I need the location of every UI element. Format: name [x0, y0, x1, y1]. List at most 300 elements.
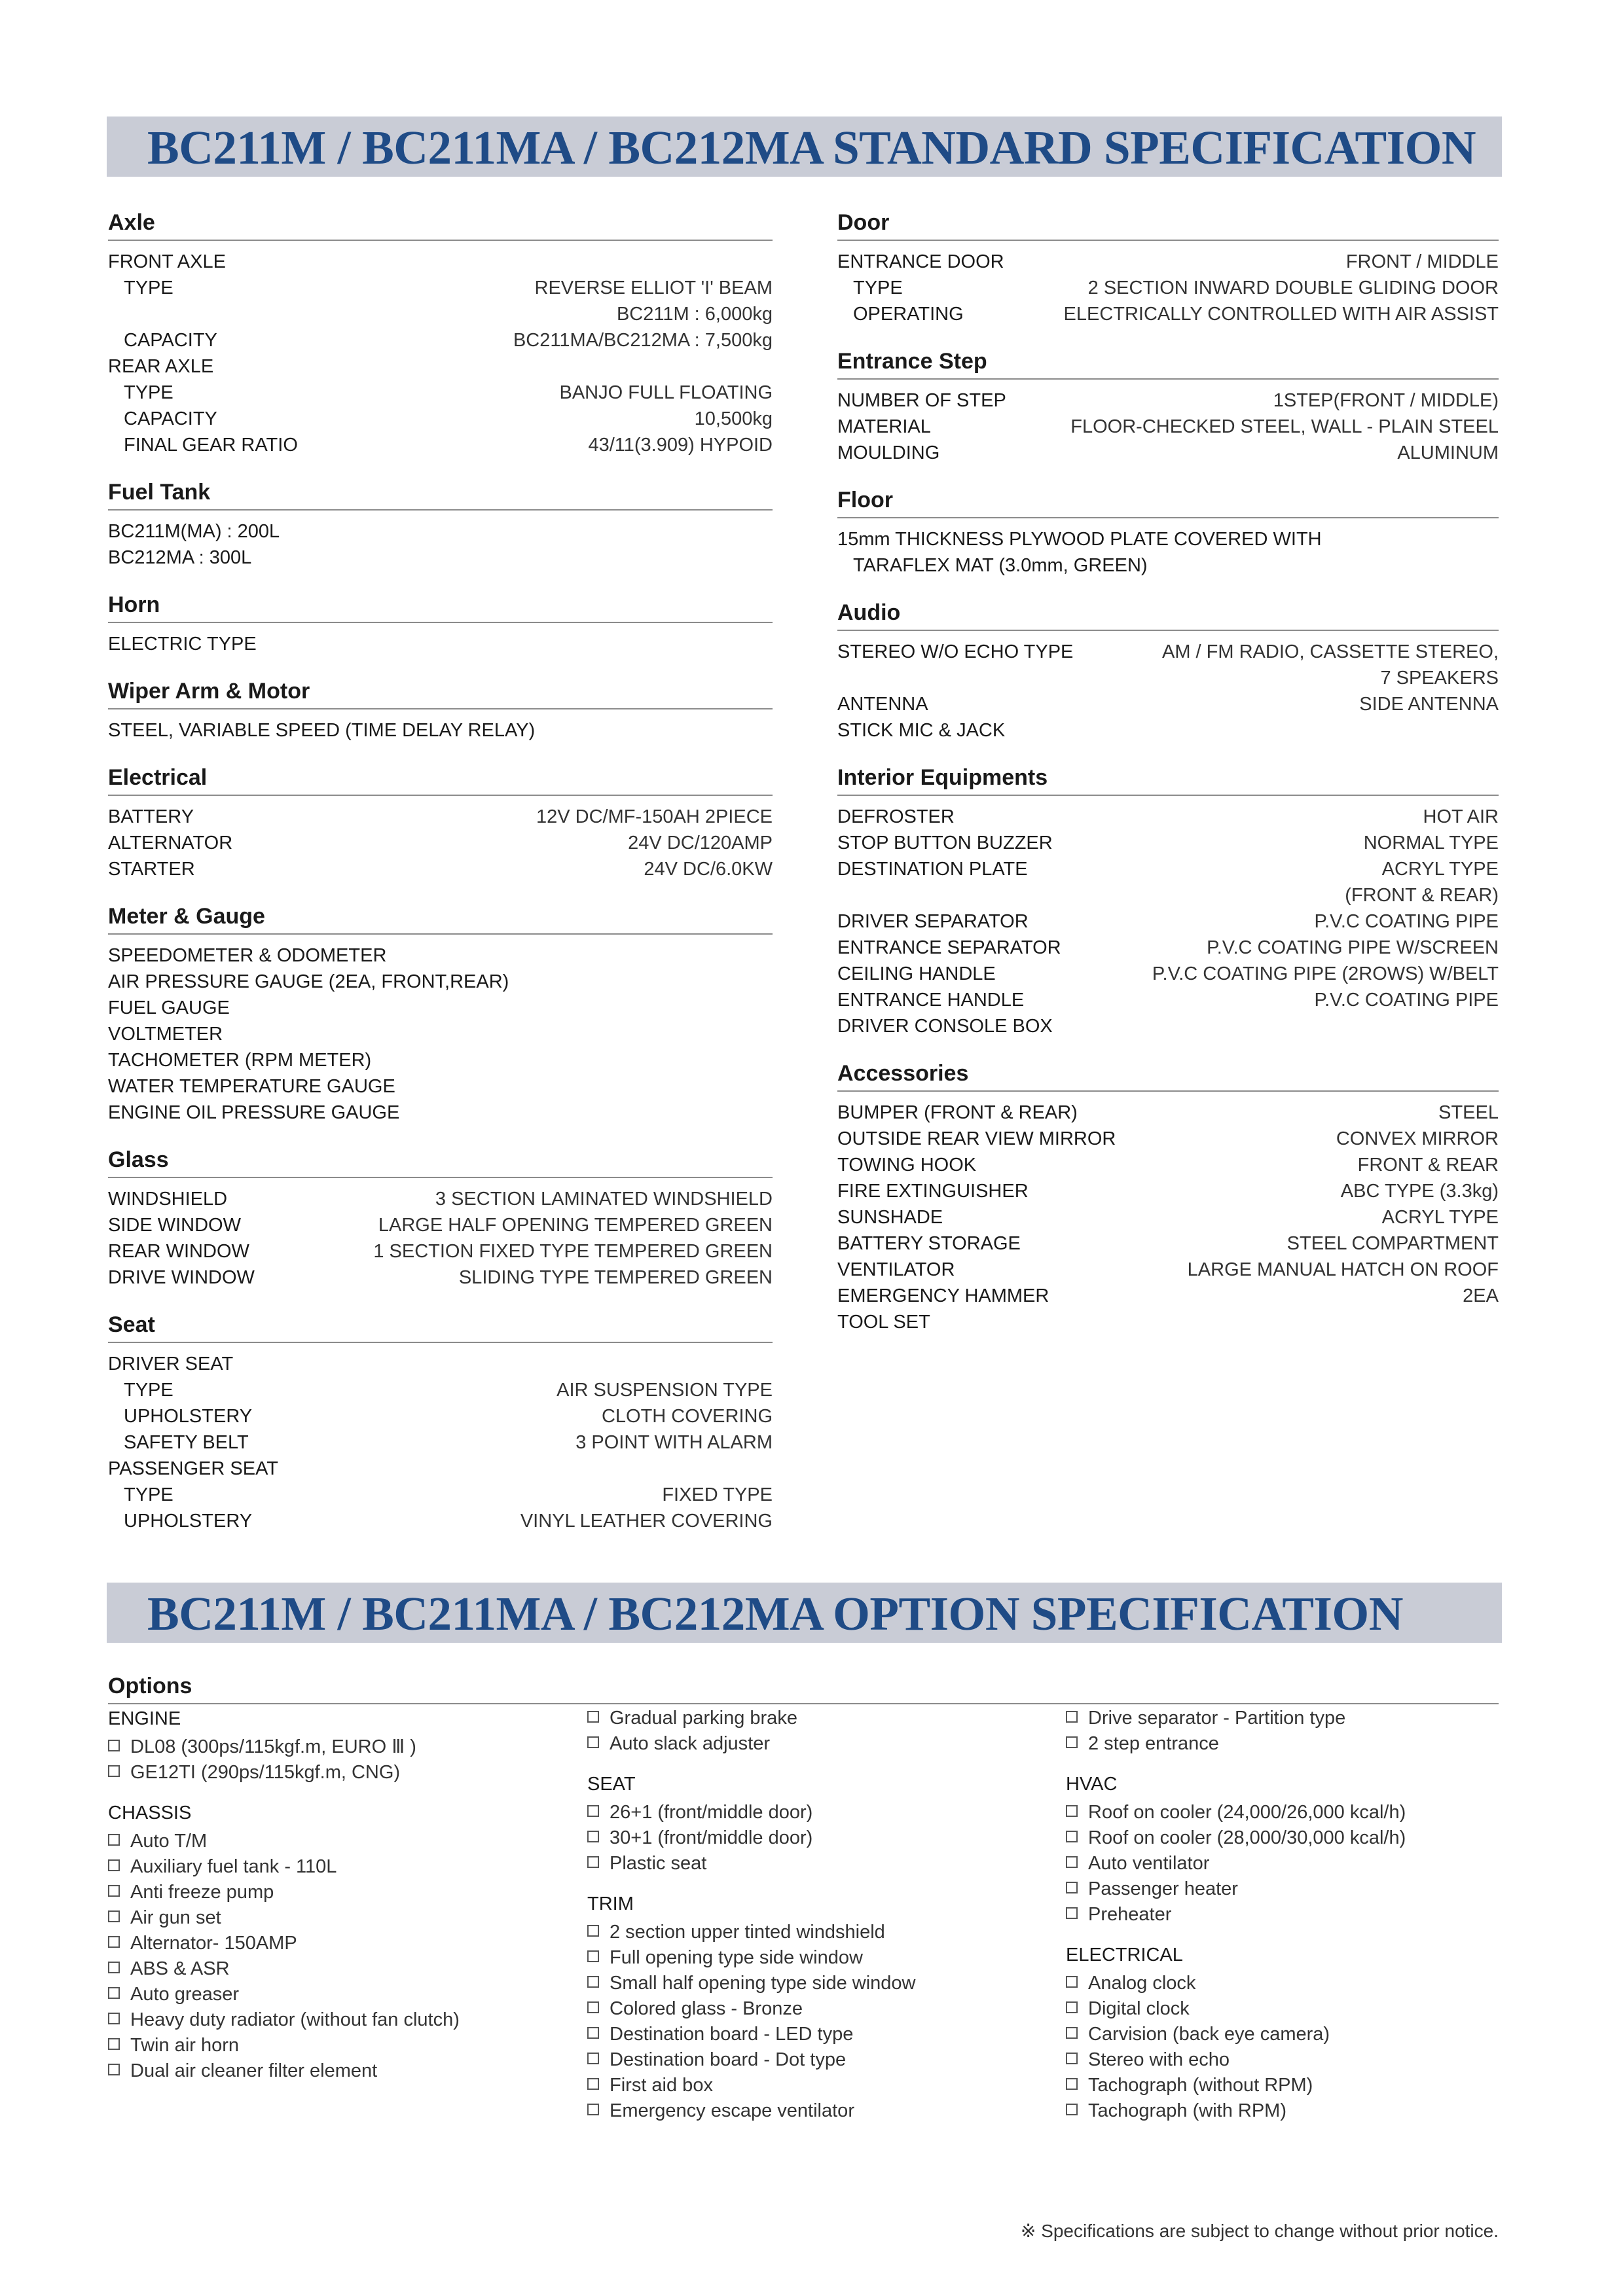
spec-label: TYPE — [124, 1380, 173, 1401]
spec-label: ELECTRIC TYPE — [108, 634, 257, 655]
spec-row — [108, 995, 773, 1021]
spec-label: STICK MIC & JACK — [837, 720, 1006, 741]
option-item — [587, 1800, 1046, 1825]
spec-row — [108, 1021, 773, 1047]
section-title: Axle — [108, 209, 773, 241]
spec-value: 24V DC/6.0KW — [644, 859, 773, 880]
spec-value: FRONT / MIDDLE — [1345, 251, 1499, 272]
spec-label: TARAFLEX MAT (3.0mm, GREEN) — [853, 555, 1148, 576]
checkbox-square-icon — [108, 1885, 120, 1897]
option-item — [1066, 1876, 1498, 1902]
option-item-label: Passenger heater — [1088, 1878, 1238, 1899]
option-item-label: First aid box — [610, 2075, 713, 2096]
checkbox-square-icon — [1066, 1907, 1078, 1919]
spec-section-entrance-step — [837, 348, 1499, 466]
option-item — [108, 1829, 566, 1854]
spec-row — [108, 406, 773, 432]
spec-label: BUMPER (FRONT & REAR) — [837, 1102, 1078, 1123]
option-item-label: Auto slack adjuster — [610, 1733, 771, 1754]
checkbox-square-icon — [1066, 1976, 1078, 1988]
standard-spec-left-column — [108, 209, 773, 1555]
spec-row — [108, 942, 773, 969]
checkbox-square-icon — [1066, 2078, 1078, 2090]
option-group-chassis — [108, 1800, 566, 2084]
spec-value: REVERSE ELLIOT 'I' BEAM — [534, 278, 773, 298]
spec-value: AIR SUSPENSION TYPE — [556, 1380, 773, 1401]
option-item — [1066, 2047, 1498, 2073]
option-item — [1066, 1971, 1498, 1996]
option-item-label: Full opening type side window — [610, 1947, 863, 1968]
spec-label: TYPE — [853, 278, 903, 298]
option-group-electrical — [1066, 1942, 1498, 2124]
spec-label — [108, 301, 124, 327]
spec-row — [837, 1013, 1499, 1039]
spec-row — [837, 1204, 1499, 1230]
spec-value: LARGE HALF OPENING TEMPERED GREEN — [378, 1215, 773, 1236]
spec-row — [108, 518, 773, 545]
option-item-label: 30+1 (front/middle door) — [610, 1827, 813, 1848]
spec-label: BATTERY — [108, 806, 194, 827]
standard-spec-banner — [107, 117, 1502, 177]
option-item-label: Destination board - Dot type — [610, 2049, 847, 2070]
option-item-label: Twin air horn — [130, 2035, 240, 2056]
spec-value: ELECTRICALLY CONTROLLED WITH AIR ASSIST — [1063, 304, 1499, 325]
spec-row — [108, 432, 773, 458]
spec-value: ABC TYPE (3.3kg) — [1340, 1181, 1499, 1202]
option-item — [587, 2047, 1046, 2073]
spec-label: FUEL GAUGE — [108, 997, 230, 1018]
checkbox-square-icon — [587, 1925, 599, 1937]
spec-row — [108, 1186, 773, 1212]
option-group-heading: CHASSIS — [108, 1803, 192, 1823]
standard-spec-title: BC211M / BC211MA / BC212MA STANDARD SPECIFICATION — [147, 121, 1476, 174]
spec-label: FIRE EXTINGUISHER — [837, 1181, 1029, 1202]
option-group-heading: TRIM — [587, 1893, 634, 1914]
spec-value: NORMAL TYPE — [1363, 833, 1499, 853]
option-group-heading: ELECTRICAL — [1066, 1945, 1183, 1965]
spec-row — [837, 526, 1499, 552]
spec-row — [837, 1283, 1499, 1309]
option-item — [1066, 1825, 1498, 1851]
section-title: Audio — [837, 600, 1499, 631]
options-title: Options — [108, 1673, 1499, 1704]
spec-section-seat — [108, 1312, 773, 1534]
spec-value: 2 SECTION INWARD DOUBLE GLIDING DOOR — [1087, 278, 1499, 298]
spec-value: BC211MA/BC212MA : 7,500kg — [513, 330, 773, 351]
option-item-label: Colored glass - Bronze — [610, 1998, 803, 2019]
option-group-hvac — [1066, 1771, 1498, 1928]
checkbox-square-icon — [1066, 1805, 1078, 1817]
option-item — [587, 1706, 1046, 1731]
spec-label: UPHOLSTERY — [124, 1511, 253, 1532]
option-item — [108, 2058, 566, 2084]
spec-value: ACRYL TYPE — [1381, 1207, 1499, 1228]
spec-row — [837, 987, 1499, 1013]
option-item — [108, 1734, 566, 1760]
spec-row — [837, 249, 1499, 275]
option-item — [587, 2022, 1046, 2047]
checkbox-square-icon — [1066, 1831, 1078, 1842]
option-item-label: DL08 (300ps/115kgf.m, EURO Ⅲ ) — [130, 1736, 416, 1757]
spec-row — [837, 1309, 1499, 1335]
spec-section-meter-gauge — [108, 903, 773, 1126]
section-title: Seat — [108, 1312, 773, 1343]
spec-label: STEEL, VARIABLE SPEED (TIME DELAY RELAY) — [108, 720, 536, 741]
spec-label: BC212MA : 300L — [108, 547, 252, 568]
spec-row — [108, 1351, 773, 1377]
spec-label: STOP BUTTON BUZZER — [837, 833, 1053, 853]
option-item-label: Preheater — [1088, 1904, 1172, 1925]
spec-value: P.V.C COATING PIPE — [1314, 990, 1499, 1011]
option-item-label: 2 step entrance — [1088, 1733, 1219, 1754]
option-item — [1066, 2098, 1498, 2124]
spec-row — [108, 1403, 773, 1429]
option-item-label: Small half opening type side window — [610, 1973, 916, 1994]
checkbox-square-icon — [587, 2053, 599, 2064]
checkbox-square-icon — [587, 1856, 599, 1868]
spec-label: SIDE WINDOW — [108, 1215, 241, 1236]
spec-value: FRONT & REAR — [1357, 1155, 1499, 1175]
checkbox-square-icon — [108, 2013, 120, 2024]
spec-row — [837, 552, 1499, 579]
spec-label: DRIVER SEPARATOR — [837, 911, 1029, 932]
spec-label: FINAL GEAR RATIO — [124, 435, 298, 456]
option-item — [108, 1760, 566, 1785]
spec-row — [108, 1429, 773, 1456]
spec-label: NUMBER OF STEP — [837, 390, 1006, 411]
spec-label: CEILING HANDLE — [837, 963, 996, 984]
spec-label: PASSENGER SEAT — [108, 1458, 278, 1479]
spec-label: CAPACITY — [124, 330, 217, 351]
spec-row — [837, 639, 1499, 691]
spec-value: 2EA — [1463, 1285, 1499, 1306]
checkbox-square-icon — [1066, 2027, 1078, 2039]
footnote: ※ Specifications are subject to change without prior notice. — [1020, 2221, 1499, 2241]
checkbox-square-icon — [108, 1740, 120, 1751]
spec-label: DRIVER SEAT — [108, 1354, 234, 1374]
spec-value: P.V.C COATING PIPE — [1314, 911, 1499, 932]
spec-label: WINDSHIELD — [108, 1189, 228, 1210]
spec-row — [108, 717, 773, 744]
option-item-label: Carvision (back eye camera) — [1088, 2024, 1330, 2045]
spec-row — [837, 830, 1499, 856]
spec-label: MATERIAL — [837, 416, 931, 437]
spec-label: ANTENNA — [837, 694, 928, 715]
section-title: Meter & Gauge — [108, 903, 773, 935]
spec-label: BATTERY STORAGE — [837, 1233, 1021, 1254]
option-item-label: Plastic seat — [610, 1853, 707, 1874]
spec-label: TYPE — [124, 382, 173, 403]
checkbox-square-icon — [108, 2064, 120, 2075]
option-item-label: Drive separator - Partition type — [1088, 1708, 1346, 1729]
checkbox-square-icon — [587, 2027, 599, 2039]
spec-label: TYPE — [124, 1484, 173, 1505]
option-spec-banner — [107, 1583, 1502, 1643]
option-item-label: Dual air cleaner filter element — [130, 2060, 378, 2081]
spec-row — [837, 717, 1499, 744]
spec-value: CONVEX MIRROR — [1336, 1128, 1499, 1149]
spec-row — [108, 545, 773, 571]
spec-row — [837, 908, 1499, 935]
spec-row — [108, 1265, 773, 1291]
spec-label: OUTSIDE REAR VIEW MIRROR — [837, 1128, 1116, 1149]
spec-row — [108, 804, 773, 830]
spec-row — [108, 1456, 773, 1482]
option-group — [1066, 1706, 1498, 1757]
checkbox-square-icon — [587, 1831, 599, 1842]
spec-value: FIXED TYPE — [662, 1484, 773, 1505]
spec-section-accessories — [837, 1060, 1499, 1335]
option-item-label: Roof on cooler (28,000/30,000 kcal/h) — [1088, 1827, 1406, 1848]
option-item — [1066, 1996, 1498, 2022]
option-item — [1066, 1902, 1498, 1928]
spec-value: CLOTH COVERING — [601, 1406, 773, 1427]
checkbox-square-icon — [108, 1936, 120, 1948]
spec-label: TYPE — [124, 278, 173, 298]
spec-row — [108, 969, 773, 995]
spec-value: P.V.C COATING PIPE (2ROWS) W/BELT — [1152, 963, 1499, 984]
option-item-label: Auto T/M — [130, 1831, 208, 1852]
spec-label: EMERGENCY HAMMER — [837, 1285, 1049, 1306]
spec-row — [837, 1230, 1499, 1257]
option-item — [1066, 2022, 1498, 2047]
option-item — [108, 1854, 566, 1880]
options-header — [108, 1673, 1499, 1704]
option-item-label: Auto greaser — [130, 1984, 240, 2005]
spec-value: ALUMINUM — [1397, 442, 1499, 463]
option-item-label: GE12TI (290ps/115kgf.m, CNG) — [130, 1762, 401, 1783]
spec-row — [108, 830, 773, 856]
spec-row — [837, 1126, 1499, 1152]
checkbox-square-icon — [108, 1834, 120, 1846]
option-spec-title: BC211M / BC211MA / BC212MA OPTION SPECIFICATION — [147, 1587, 1403, 1640]
spec-row — [837, 935, 1499, 961]
spec-row — [837, 1152, 1499, 1178]
spec-label: ENTRANCE SEPARATOR — [837, 937, 1061, 958]
spec-value: SLIDING TYPE TEMPERED GREEN — [458, 1267, 773, 1288]
option-group-trim — [587, 1891, 1046, 2124]
spec-value: FLOOR-CHECKED STEEL, WALL - PLAIN STEEL — [1070, 416, 1499, 437]
option-item — [587, 1971, 1046, 1996]
spec-row — [837, 414, 1499, 440]
spec-row — [108, 1212, 773, 1238]
section-title: Accessories — [837, 1060, 1499, 1092]
checkbox-square-icon — [108, 1859, 120, 1871]
spec-label: REAR AXLE — [108, 356, 214, 377]
spec-row — [837, 301, 1499, 327]
spec-section-wiper-arm-motor — [108, 678, 773, 744]
option-item-label: Analog clock — [1088, 1973, 1196, 1994]
checkbox-square-icon — [108, 1910, 120, 1922]
spec-section-glass — [108, 1147, 773, 1291]
spec-label: ENTRANCE DOOR — [837, 251, 1004, 272]
spec-row — [108, 249, 773, 275]
spec-value: 3 POINT WITH ALARM — [575, 1432, 773, 1453]
spec-row — [108, 353, 773, 380]
spec-section-door — [837, 209, 1499, 327]
checkbox-square-icon — [587, 1711, 599, 1723]
spec-value: 12V DC/MF-150AH 2PIECE — [536, 806, 773, 827]
options-column-3 — [1066, 1706, 1498, 2138]
option-item-label: Digital clock — [1088, 1998, 1190, 2019]
spec-row — [108, 1238, 773, 1265]
option-item — [108, 2033, 566, 2058]
checkbox-square-icon — [108, 1987, 120, 1999]
option-item — [1066, 1706, 1498, 1731]
option-item-label: Air gun set — [130, 1907, 221, 1928]
spec-label: STARTER — [108, 859, 195, 880]
option-item-label: Destination board - LED type — [610, 2024, 854, 2045]
spec-label: MOULDING — [837, 442, 940, 463]
spec-row — [108, 856, 773, 882]
spec-row — [108, 1377, 773, 1403]
option-item-label: Anti freeze pump — [130, 1882, 274, 1903]
options-column-2 — [587, 1706, 1046, 2138]
option-item — [587, 2073, 1046, 2098]
option-item-label: Heavy duty radiator (without fan clutch) — [130, 2009, 460, 2030]
spec-row — [837, 1100, 1499, 1126]
spec-row — [837, 387, 1499, 414]
option-item-label: 2 section upper tinted windshield — [610, 1922, 885, 1943]
spec-value: HOT AIR — [1423, 806, 1499, 827]
spec-value: VINYL LEATHER COVERING — [520, 1511, 773, 1532]
options-column-1 — [108, 1706, 566, 2098]
option-group-heading: SEAT — [587, 1774, 636, 1795]
spec-row — [837, 275, 1499, 301]
spec-value: SIDE ANTENNA — [1359, 694, 1499, 715]
spec-label: TACHOMETER (RPM METER) — [108, 1050, 372, 1071]
option-item — [1066, 1800, 1498, 1825]
option-item — [587, 1825, 1046, 1851]
option-group-engine — [108, 1706, 566, 1785]
spec-value: P.V.C COATING PIPE W/SCREEN — [1207, 937, 1499, 958]
spec-label: VENTILATOR — [837, 1259, 955, 1280]
option-item-label: Roof on cooler (24,000/26,000 kcal/h) — [1088, 1802, 1406, 1823]
spec-label: BC211M(MA) : 200L — [108, 521, 280, 542]
checkbox-square-icon — [108, 1962, 120, 1973]
option-item — [108, 1880, 566, 1905]
option-item — [1066, 1851, 1498, 1876]
spec-row — [108, 1508, 773, 1534]
section-title: Electrical — [108, 764, 773, 796]
spec-section-floor — [837, 487, 1499, 579]
section-title: Entrance Step — [837, 348, 1499, 380]
option-item — [587, 1920, 1046, 1945]
spec-section-audio — [837, 600, 1499, 744]
checkbox-square-icon — [1066, 2104, 1078, 2115]
standard-spec-right-column — [837, 209, 1499, 1356]
spec-row — [108, 631, 773, 657]
option-item-label: Stereo with echo — [1088, 2049, 1230, 2070]
section-title: Glass — [108, 1147, 773, 1178]
spec-row — [837, 1178, 1499, 1204]
spec-row — [108, 1482, 773, 1508]
spec-label: ENGINE OIL PRESSURE GAUGE — [108, 1102, 400, 1123]
option-item-label: Tachograph (with RPM) — [1088, 2100, 1286, 2121]
spec-label: AIR PRESSURE GAUGE (2EA, FRONT,REAR) — [108, 971, 509, 992]
spec-label: TOWING HOOK — [837, 1155, 977, 1175]
option-item — [108, 1956, 566, 1982]
spec-label: OPERATING — [853, 304, 964, 325]
spec-row — [837, 440, 1499, 466]
option-item-label: ABS & ASR — [130, 1958, 230, 1979]
section-title: Door — [837, 209, 1499, 241]
checkbox-square-icon — [108, 1765, 120, 1777]
spec-label: WATER TEMPERATURE GAUGE — [108, 1076, 395, 1097]
spec-label: SPEEDOMETER & ODOMETER — [108, 945, 387, 966]
option-item — [587, 1996, 1046, 2022]
checkbox-square-icon — [1066, 1882, 1078, 1893]
option-item-label: Auxiliary fuel tank - 110L — [130, 1856, 337, 1877]
checkbox-square-icon — [587, 1805, 599, 1817]
checkbox-square-icon — [108, 2038, 120, 2050]
spec-value: STEEL — [1438, 1102, 1499, 1123]
spec-label: ALTERNATOR — [108, 833, 233, 853]
option-item — [587, 1851, 1046, 1876]
checkbox-square-icon — [587, 1976, 599, 1988]
option-item-label: Tachograph (without RPM) — [1088, 2075, 1313, 2096]
option-item-label: Gradual parking brake — [610, 1708, 797, 1729]
section-title: Interior Equipments — [837, 764, 1499, 796]
checkbox-square-icon — [587, 1950, 599, 1962]
spec-label: DESTINATION PLATE — [837, 859, 1028, 880]
option-item-label: Auto ventilator — [1088, 1853, 1210, 1874]
spec-value: 1 SECTION FIXED TYPE TEMPERED GREEN — [373, 1241, 773, 1262]
spec-value: 1STEP(FRONT / MIDDLE) — [1273, 390, 1499, 411]
spec-row — [108, 1047, 773, 1073]
spec-row — [108, 1073, 773, 1100]
spec-label: VOLTMETER — [108, 1024, 223, 1045]
spec-label: DRIVER CONSOLE BOX — [837, 1016, 1053, 1037]
spec-label: UPHOLSTERY — [124, 1406, 253, 1427]
option-item — [108, 2007, 566, 2033]
spec-value: BANJO FULL FLOATING — [559, 382, 773, 403]
option-item-label: Emergency escape ventilator — [610, 2100, 854, 2121]
spec-row — [108, 301, 773, 327]
spec-label: CAPACITY — [124, 408, 217, 429]
checkbox-square-icon — [587, 1736, 599, 1748]
spec-label: ENTRANCE HANDLE — [837, 990, 1025, 1011]
option-item — [587, 1945, 1046, 1971]
option-item — [587, 2098, 1046, 2124]
spec-value: 3 SECTION LAMINATED WINDSHIELD — [435, 1189, 773, 1210]
spec-row — [837, 961, 1499, 987]
option-item — [1066, 2073, 1498, 2098]
spec-section-horn — [108, 592, 773, 657]
spec-section-electrical — [108, 764, 773, 882]
spec-label: REAR WINDOW — [108, 1241, 249, 1262]
spec-value: BC211M : 6,000kg — [616, 304, 773, 325]
checkbox-square-icon — [1066, 1736, 1078, 1748]
spec-row — [837, 856, 1499, 908]
spec-value: 24V DC/120AMP — [628, 833, 773, 853]
option-item — [108, 1982, 566, 2007]
spec-value: AM / FM RADIO, CASSETTE STEREO, 7 SPEAKERS — [1162, 641, 1499, 689]
spec-section-axle — [108, 209, 773, 458]
spec-label: SAFETY BELT — [124, 1432, 249, 1453]
spec-label: TOOL SET — [837, 1312, 930, 1333]
section-title: Fuel Tank — [108, 479, 773, 511]
checkbox-square-icon — [1066, 2001, 1078, 2013]
checkbox-square-icon — [1066, 1856, 1078, 1868]
section-title: Horn — [108, 592, 773, 623]
spec-label: SUNSHADE — [837, 1207, 943, 1228]
spec-label: DRIVE WINDOW — [108, 1267, 255, 1288]
spec-row — [837, 691, 1499, 717]
spec-label: FRONT AXLE — [108, 251, 226, 272]
spec-value: 10,500kg — [694, 408, 773, 429]
option-item-label: 26+1 (front/middle door) — [610, 1802, 813, 1823]
